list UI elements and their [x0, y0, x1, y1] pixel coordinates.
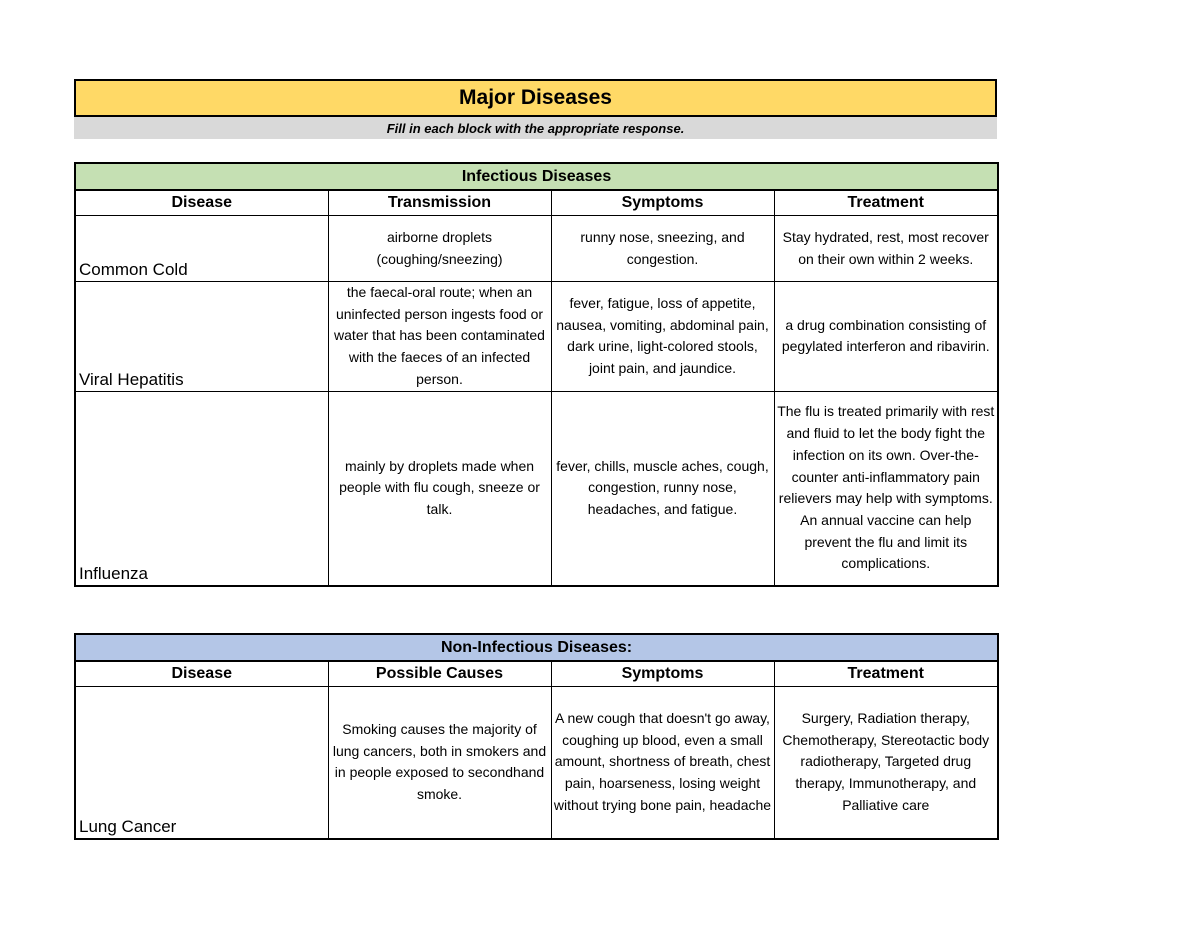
treatment-cell[interactable]: Surgery, Radiation therapy, Chemotherapy, Stereotactic body radiotherapy, Targeted drug therapy, Immunotherapy, and Palliative care: [774, 687, 998, 839]
symptoms-cell[interactable]: fever, chills, muscle aches, cough, congestion, runny nose, headaches, and fatigue.: [551, 391, 774, 586]
page-title: Major Diseases: [74, 79, 997, 117]
column-header-treatment: Treatment: [774, 661, 998, 687]
causes-cell[interactable]: Smoking causes the majority of lung cancers, both in smokers and in people exposed to secondhand smoke.: [328, 687, 551, 839]
symptoms-cell[interactable]: fever, fatigue, loss of appetite, nausea, vomiting, abdominal pain, dark urine, light-colored stools, joint pain, and jaundice.: [551, 282, 774, 392]
section-title: Non-Infectious Diseases:: [75, 634, 998, 661]
treatment-cell[interactable]: Stay hydrated, rest, most recover on their own within 2 weeks.: [774, 216, 998, 282]
worksheet: [74, 79, 997, 836]
column-header-symptoms: Symptoms: [551, 190, 774, 216]
table-row: [75, 216, 998, 282]
section-header-row: [75, 163, 998, 190]
instructions: Fill in each block with the appropriate response.: [74, 117, 997, 139]
column-header-disease: Disease: [75, 661, 328, 687]
column-header-transmission: Transmission: [328, 190, 551, 216]
column-header-row: [75, 190, 998, 216]
non-infectious-diseases-table: [74, 633, 999, 840]
transmission-cell[interactable]: the faecal-oral route; when an uninfected person ingests food or water that has been contaminated with the faeces of an infected person.: [328, 282, 551, 392]
treatment-cell[interactable]: a drug combination consisting of pegylated interferon and ribavirin.: [774, 282, 998, 392]
column-header-row: [75, 661, 998, 687]
disease-cell[interactable]: Lung Cancer: [75, 687, 328, 839]
disease-cell[interactable]: Influenza: [75, 391, 328, 586]
column-header-disease: Disease: [75, 190, 328, 216]
symptoms-cell[interactable]: runny nose, sneezing, and congestion.: [551, 216, 774, 282]
column-header-causes: Possible Causes: [328, 661, 551, 687]
section-title: Infectious Diseases: [75, 163, 998, 190]
table-row: [75, 391, 998, 586]
column-header-symptoms: Symptoms: [551, 661, 774, 687]
section-header-row: [75, 634, 998, 661]
table-row: [75, 282, 998, 392]
disease-cell[interactable]: Viral Hepatitis: [75, 282, 328, 392]
transmission-cell[interactable]: airborne droplets (coughing/sneezing): [328, 216, 551, 282]
transmission-cell[interactable]: mainly by droplets made when people with flu cough, sneeze or talk.: [328, 391, 551, 586]
column-header-treatment: Treatment: [774, 190, 998, 216]
treatment-cell[interactable]: The flu is treated primarily with rest and fluid to let the body fight the infection on its own. Over-the-counter anti-inflammatory pain relievers may help with symptoms. An annual vaccine can help prevent the flu and limit its complications.: [774, 391, 998, 586]
symptoms-cell[interactable]: A new cough that doesn't go away, coughing up blood, even a small amount, shortness of breath, chest pain, hoarseness, losing weight without trying bone pain, headache: [551, 687, 774, 839]
disease-cell[interactable]: Common Cold: [75, 216, 328, 282]
table-row: [75, 687, 998, 839]
infectious-diseases-table: [74, 162, 999, 587]
